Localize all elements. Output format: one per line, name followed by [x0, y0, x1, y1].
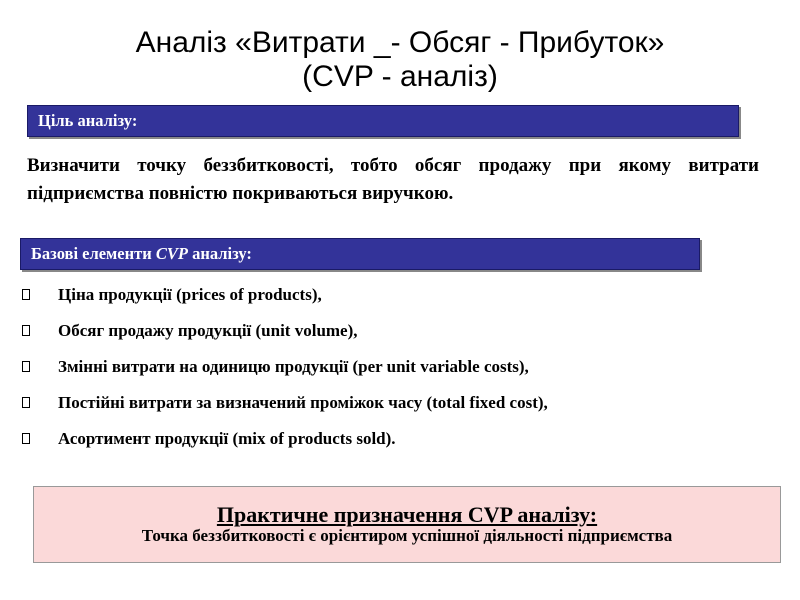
basic-elements-header-cvp: CVP — [155, 244, 188, 263]
practical-purpose-text: Точка беззбитковості є орієнтиром успішної діяльності підприємства — [141, 526, 673, 545]
list-item-text: Асортимент продукції (mix of products sold). — [58, 429, 396, 448]
goal-section-header: Ціль аналізу: — [27, 105, 739, 137]
basic-elements-header-suffix: аналізу: — [187, 244, 252, 263]
list-item — [22, 318, 548, 354]
square-bullet-icon — [22, 433, 30, 444]
practical-purpose-box — [33, 486, 781, 563]
practical-purpose-heading: Практичне призначення CVP аналізу: — [216, 502, 598, 527]
page-title-line1: Аналіз «Витрати _- Обсяг - Прибуток» — [135, 26, 665, 59]
page-title-line2: (CVP - аналіз) — [302, 60, 498, 93]
basic-elements-header — [20, 238, 700, 270]
list-item — [22, 426, 548, 462]
square-bullet-icon — [22, 361, 30, 372]
list-item-text: Обсяг продажу продукції (unit volume), — [58, 321, 358, 340]
goal-description: Визначити точку беззбитковості, тобто обсяг продажу при якому витрати підприємства повністю покриваються виручкою. — [27, 155, 759, 204]
basic-elements-list — [22, 282, 548, 462]
list-item — [22, 354, 548, 390]
list-item — [22, 390, 548, 426]
square-bullet-icon — [22, 289, 30, 300]
list-item-text: Постійні витрати за визначений проміжок часу (total fixed cost), — [58, 393, 548, 412]
list-item-text: Ціна продукції (prices of products), — [58, 285, 322, 304]
list-item — [22, 282, 548, 318]
square-bullet-icon — [22, 325, 30, 336]
page-title — [0, 26, 800, 94]
square-bullet-icon — [22, 397, 30, 408]
basic-elements-header-prefix: Базові елементи — [31, 244, 156, 263]
list-item-text: Змінні витрати на одиницю продукції (per unit variable costs), — [58, 357, 529, 376]
